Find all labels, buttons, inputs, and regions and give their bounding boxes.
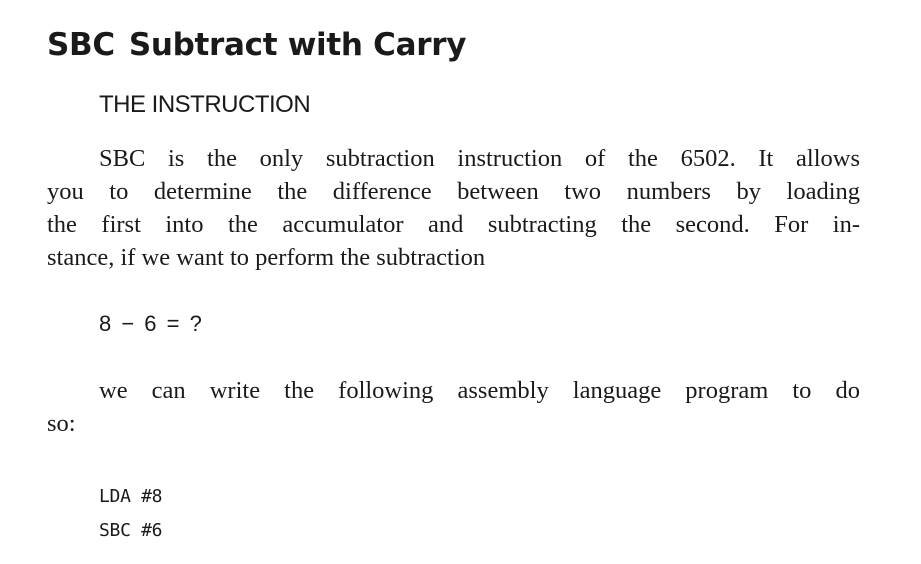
paragraph-line: SBC is the only subtraction instruction of the 6502. It allows [99, 145, 860, 172]
example-equation: 8 − 6 = ? [99, 311, 204, 336]
intro-paragraph [47, 142, 860, 274]
section-title [47, 27, 467, 63]
paragraph-line: you to determine the difference between two numbers by loading [47, 178, 860, 205]
paragraph-line: so: [47, 410, 76, 437]
paragraph-line: stance, if we want to perform the subtraction [47, 244, 486, 271]
program-paragraph [47, 374, 860, 440]
code-line: SBC #6 [99, 520, 163, 541]
assembly-code-listing [99, 480, 162, 548]
instruction-mnemonic: SBC [47, 27, 115, 63]
paragraph-line: the first into the accumulator and subtracting the second. For in- [47, 211, 860, 238]
subsection-heading: THE INSTRUCTION [99, 91, 311, 118]
paragraph-line: we can write the following assembly language program to do [99, 377, 860, 404]
code-line: LDA #8 [99, 486, 163, 507]
instruction-name: Subtract with Carry [128, 27, 467, 63]
